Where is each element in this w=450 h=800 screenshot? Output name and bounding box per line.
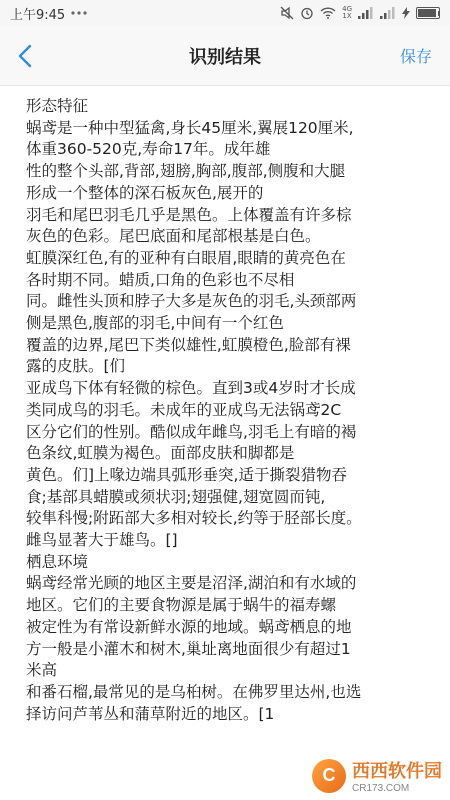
text-line: 黄色。们]上喙边端具弧形垂突,适于撕裂猎物吞 bbox=[26, 465, 347, 484]
status-right bbox=[280, 6, 440, 20]
network-speed: 1X bbox=[342, 12, 352, 20]
text-line: 亚成鸟下体有轻微的棕色。直到3或4岁时才长成 bbox=[26, 379, 356, 398]
more-dots-icon bbox=[71, 10, 87, 16]
signal-icon-2 bbox=[380, 7, 396, 19]
watermark-brand: 西西软件园 bbox=[352, 761, 442, 781]
text-line: 同。雌性头顶和脖子大多是灰色的羽毛,头颈部两 bbox=[26, 292, 357, 311]
signal-icon bbox=[358, 7, 374, 19]
text-line: 侧是黑色,腹部的羽毛,中间有一个红色 bbox=[26, 314, 284, 333]
text-line: 虹膜深红色,有的亚种有白眼眉,眼睛的黄亮色在 bbox=[26, 248, 346, 267]
text-line: 被定性为有常设新鲜水源的地域。蜗鸢栖息的地 bbox=[26, 617, 352, 636]
text-line: 体重360-520克,寿命17年。成年雄 bbox=[26, 140, 271, 159]
battery-icon bbox=[416, 7, 440, 19]
network-label: 4G bbox=[342, 5, 352, 13]
navigation-bar bbox=[0, 26, 450, 86]
text-line: 方一般是小灌木和树木,巢址离地面很少有超过1 bbox=[26, 639, 351, 658]
text-line: 羽毛和尾巴羽毛几乎是黑色。上体覆盖有许多棕 bbox=[26, 205, 352, 224]
status-bar bbox=[0, 0, 450, 26]
text-line: 地区。它们的主要食物源是属于蜗牛的福寿螺 bbox=[26, 596, 337, 615]
text-line: 类同成鸟的羽毛。未成年的亚成鸟无法锅鸢2C bbox=[26, 400, 342, 419]
save-button[interactable]: 保存 bbox=[399, 47, 432, 66]
text-line: 雌鸟显著大于雄鸟。[] bbox=[26, 531, 178, 550]
text-line: 食;基部具蜡膜或须状羽;翅强健,翅宽圆而钝, bbox=[26, 487, 326, 506]
recognition-result-text[interactable] bbox=[0, 86, 450, 780]
watermark-logo bbox=[312, 757, 442, 794]
chevron-left-icon bbox=[18, 44, 32, 68]
silent-icon bbox=[280, 6, 294, 20]
text-line: 形态特征 bbox=[26, 97, 89, 115]
wifi-icon bbox=[320, 7, 336, 19]
text-line: 蜗鸢是一种中型猛禽,身长45厘米,翼展120厘米, bbox=[26, 118, 354, 137]
watermark-text bbox=[352, 757, 442, 794]
text-line: 各时期不同。蜡质,口角的色彩也不尽相 bbox=[26, 270, 295, 289]
text-line: 栖息环境 bbox=[26, 552, 89, 571]
text-line: 蜗鸢经常光顾的地区主要是沼泽,湖泊和有水域的 bbox=[26, 574, 357, 593]
text-line: 较隼科慢;附跖部大多相对较长,约等于胫部长度。 bbox=[26, 509, 362, 528]
watermark-url: CR173.COM bbox=[352, 783, 410, 794]
text-line: 形成一个整体的深石板灰色,展开的 bbox=[26, 183, 264, 202]
text-line: 灰色的色彩。尾巴底面和尾部根基是白色。 bbox=[26, 227, 321, 246]
text-line: 性的整个头部,背部,翅膀,胸部,腹部,侧腹和大腿 bbox=[26, 162, 346, 181]
status-left bbox=[10, 4, 87, 23]
text-line: 择访问芦苇丛和蒲草附近的地区。[1 bbox=[26, 704, 275, 723]
status-time: 上午9:45 bbox=[10, 7, 66, 23]
text-line: 和番石榴,最常见的是乌桕树。在佛罗里达州,也选 bbox=[26, 682, 362, 701]
text-line: 覆盖的边界,尾巴下类似雄性,虹膜橙色,脸部有裸 bbox=[26, 335, 351, 354]
page-title: 识别结果 bbox=[188, 46, 261, 68]
network-type-label bbox=[342, 6, 352, 20]
back-button[interactable] bbox=[18, 40, 50, 72]
alarm-icon bbox=[300, 6, 314, 20]
text-line: 色条纹,虹膜为褐色。面部皮肤和脚都是 bbox=[26, 444, 295, 463]
text-line: 露的皮肤。[们 bbox=[26, 357, 126, 376]
watermark-logo-icon: C bbox=[312, 759, 346, 793]
charging-icon bbox=[402, 7, 410, 19]
text-line: 区分它们的性别。酷似成年雌鸟,羽毛上有暗的褐 bbox=[26, 422, 357, 441]
text-line: 米高 bbox=[26, 661, 58, 680]
